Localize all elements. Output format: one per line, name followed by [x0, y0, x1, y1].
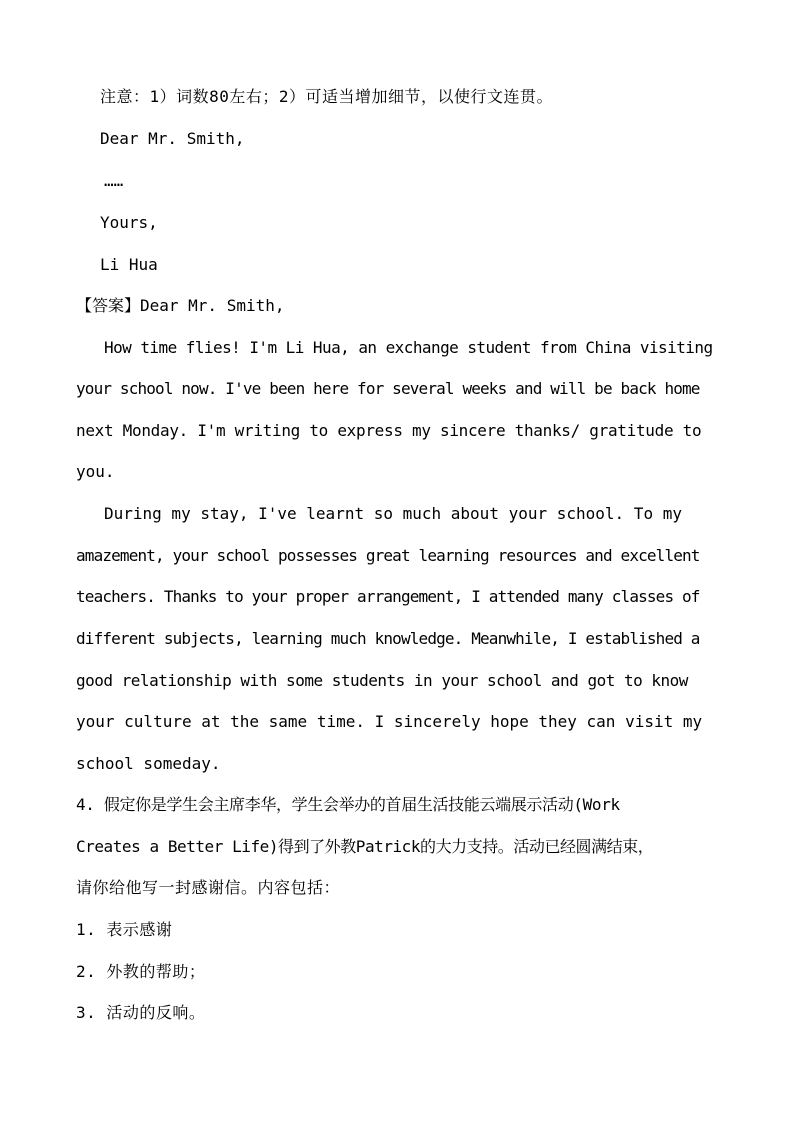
answer-paragraph-line: good relationship with some students in your school and got to know [76, 671, 688, 690]
question-4-line: 请你给他写一封感谢信。内容包括： [76, 878, 341, 897]
answer-paragraph-line: your school now. I've been here for several weeks and will be back home [76, 379, 700, 398]
question-4-point: 2. 外教的帮助； [76, 962, 206, 981]
letter-closing: Yours, [100, 213, 158, 232]
answer-paragraph-line: your culture at the same time. I sincerely hope they can visit my [76, 712, 703, 731]
answer-label-line: 【答案】Dear Mr. Smith, [76, 296, 285, 315]
answer-paragraph-line: amazement, your school possesses great learning resources and excellent [76, 546, 700, 565]
answer-paragraph-line: next Monday. I'm writing to express my sincere thanks/ gratitude to [76, 421, 702, 440]
question-4-line: Creates a Better Life)得到了外教Patrick的大力支持。活动已经圆满结束， [76, 837, 654, 856]
word-count-note: 注意：1）词数80左右；2）可适当增加细节，以使行文连贯。 [100, 87, 554, 106]
answer-paragraph-line: you. [76, 462, 115, 481]
answer-paragraph-line: teachers. Thanks to your proper arrangement, I attended many classes of [76, 587, 700, 606]
question-4-point: 1. 表示感谢 [76, 920, 173, 939]
answer-paragraph-line: How time flies! I'm Li Hua, an exchange student from China visiting [104, 338, 713, 357]
answer-paragraph-line: different subjects, learning much knowledge. Meanwhile, I established a [76, 629, 700, 648]
letter-ellipsis: …… [104, 171, 124, 190]
answer-paragraph-line: school someday. [76, 754, 221, 773]
letter-signature: Li Hua [100, 255, 158, 274]
answer-paragraph-line: During my stay, I've learnt so much about your school. To my [104, 504, 682, 523]
question-4-line: 4. 假定你是学生会主席李华，学生会举办的首届生活技能云端展示活动(Work [76, 795, 620, 814]
question-4-point: 3. 活动的反响。 [76, 1003, 206, 1022]
letter-greeting: Dear Mr. Smith, [100, 129, 245, 148]
